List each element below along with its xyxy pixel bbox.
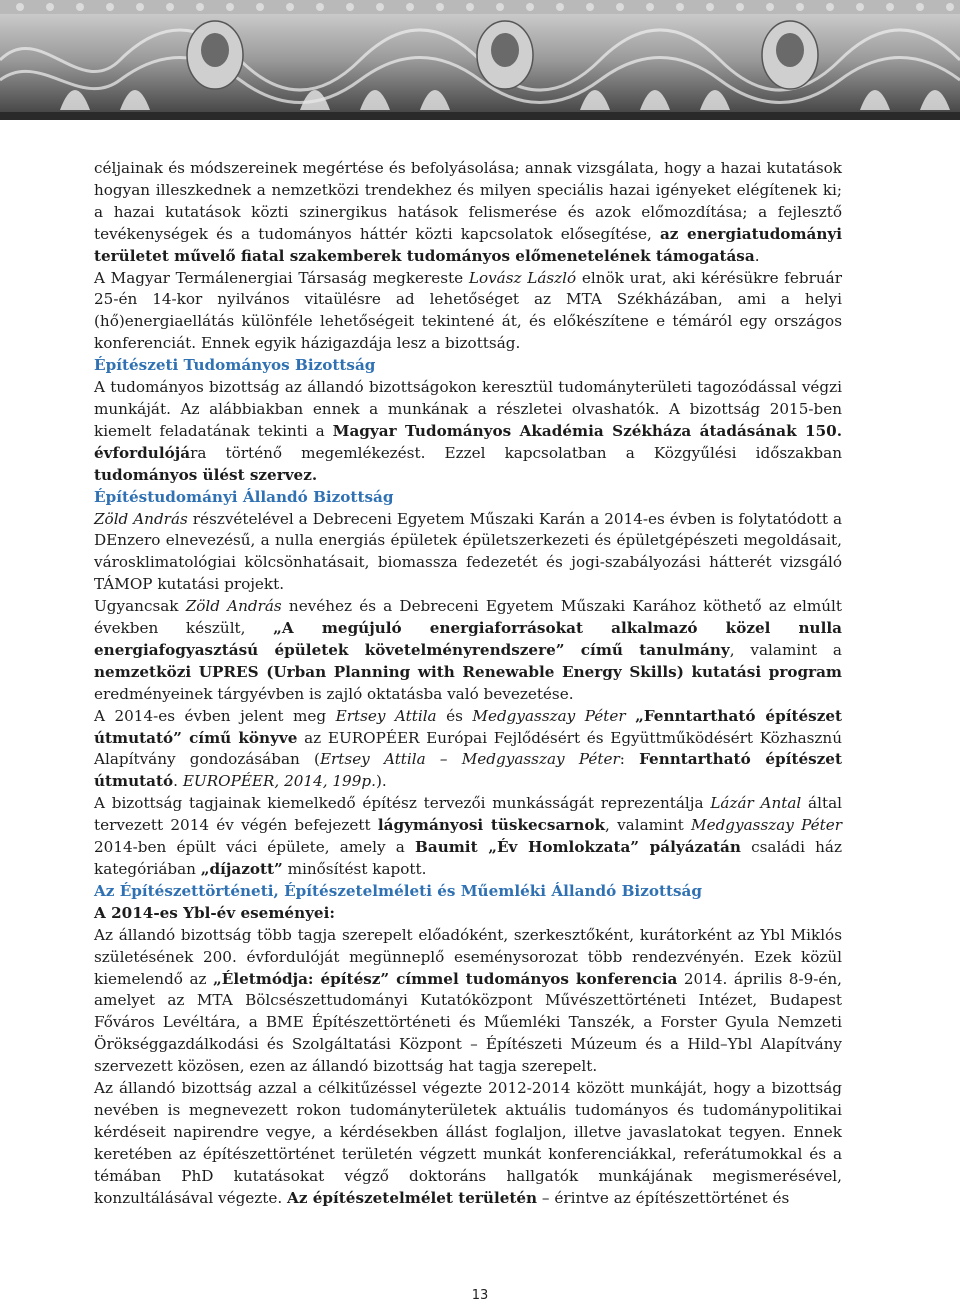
section-heading: Építészeti Tudományos Bizottság [94,356,376,375]
paragraph: A tudományos bizottság az állandó bizottságokon keresztül tudományterületi tagozódással végzi munkáját. Az alábbiakban ennek a munkának a részletei olvashatók. A bizottság 2015-ben kiemelt feladatának tekinti a Magyar Tudományos Akadémia Székháza átadásának 150. évfordulójára történő megemlékezést. Ezzel kapcsolatban a Közgyűlési időszakban tudományos ülést szervez. [94,378,842,484]
person-name: Zöld András [185,597,282,616]
person-name: Medgyasszay Péter [691,816,842,835]
ornamental-frieze-icon [0,0,960,120]
section-heading: Az Építészettörténeti, Építészetelméleti és Műemléki Állandó Bizottság [94,881,702,900]
subsection-heading: A 2014-es Ybl-év eseményei: [94,903,335,922]
ornamental-frieze-banner [0,0,960,120]
person-name: Lovász László [468,268,577,287]
page-number: 13 [471,1288,489,1303]
document-body [94,158,842,1210]
section-heading: Építéstudományi Állandó Bizottság [94,487,394,506]
paragraph: A Magyar Termálenergiai Társaság megkereste Lovász László elnök urat, aki kérésükre február 25-én 14-kor nyilvános vitaülésre ad lehetőséget az MTA Székházában, ami a helyi (hő)energiaellátás különféle lehetőségeit tekintené át, és előkészítene e témáról egy országos konferenciát. Ennek egyik házigazdája lesz a bizottság. [94,268,842,353]
person-name: Lázár Antal [710,794,802,813]
paragraph: Az állandó bizottság azzal a célkitűzéssel végezte 2012-2014 között munkáját, hogy a bizottság nevében is megnevezett rokon tudományterületek aktuális tudományos és tudománypolitikai kérdéseit napirendre vegye, a kérdésekben állást foglaljon, illetve javaslatokat tegyen. Ennek keretében az építészettörténet területén végzett munkát konferenciákkal, referátumokkal és a témában PhD kutatásokat végző doktoráns hallgatók munkájának megismerésével, konzultálásával végezte. Az építészetelmélet területén – érintve az építészettörténet és [94,1079,842,1207]
paragraph: céljainak és módszereinek megértése és befolyásolása; annak vizsgálata, hogy a hazai kutatások hogyan illeszkednek a nemzetközi trendekhez és milyen speciális hazai igényeket elégítenek ki; a hazai kutatások közti szinergikus hatások felismerése és azok előmozdítása; a fejlesztő tevékenységek és a tudományos háttér közti kapcsolatok elősegítése, az energiatudományi területet művelő fiatal szakemberek tudományos előmenetelének támogatása. [94,159,842,265]
paragraph: Az állandó bizottság több tagja szerepelt előadóként, szerkesztőként, kurátorként az Ybl Miklós születésének 200. évfordulóját megünneplő eseménysorozat több rendezvényén. Ezek közül kiemelendő az „Életmódja: építész” címmel tudományos konferencia 2014. április 8-9-én, amelyet az MTA Bölcsészettudományi Kutatóközpont Művészettörténeti Intézet, Budapest Főváros Levéltára, a BME Építészettörténeti és Műemléki Tanszék, a Forster Gyula Nemzeti Örökséggazdálkodási és Szolgáltatási Központ – Építészeti Múzeum és a Hild–Ybl Alapítvány szervezett közösen, ezen az állandó bizottság hat tagja szerepelt. [94,925,842,1076]
paragraph: A bizottság tagjainak kiemelkedő építész tervezői munkásságát reprezentálja Lázár Antal által tervezett 2014 év végén befejezett lágymányosi tüskecsarnok, valamint Medgyasszay Péter 2014-ben épült váci épülete, amely a Baumit „Év Homlokzata” pályázatán családi ház kategóriában „díjazott” minősítést kapott. [94,794,842,878]
paragraph: Zöld András részvételével a Debreceni Egyetem Műszaki Karán a 2014-es évben is folytatódott a DEnzero elnevezésű, a nulla energiás épületek épületszerkezeti és épületgépészeti megoldásait, városklimatológiai kölcsönhatásait, biomassza fedezetét és jogi-szabályozási hátterét vizsgáló TÁMOP kutatási projekt. [94,509,842,594]
paragraph: A 2014-es évben jelent meg Ertsey Attila és Medgyasszay Péter „Fenntartható építészet útmutató” című könyve az EUROPÉER Európai Fejlődésért és Együttműködésért Közhasznú Alapítvány gondozásában (Ertsey Attila – Medgyasszay Péter: Fenntartható építészet útmutató. EUROPÉER, 2014, 199p.). [94,706,842,791]
paragraph: Ugyancsak Zöld András nevéhez és a Debreceni Egyetem Műszaki Karához köthető az elmúlt években készült, „A megújuló energiaforrásokat alkalmazó közel nulla energiafogyasztású épületek követelményrendszere” című tanulmány, valamint a nemzetközi UPRES (Urban Planning with Renewable Energy Skills) kutatási program eredményeinek tárgyévben is zajló oktatásba való bevezetése. [94,597,843,703]
person-name: Ertsey Attila [335,706,437,725]
person-name: Medgyasszay Péter [472,706,626,725]
person-name: Zöld András [94,509,188,528]
